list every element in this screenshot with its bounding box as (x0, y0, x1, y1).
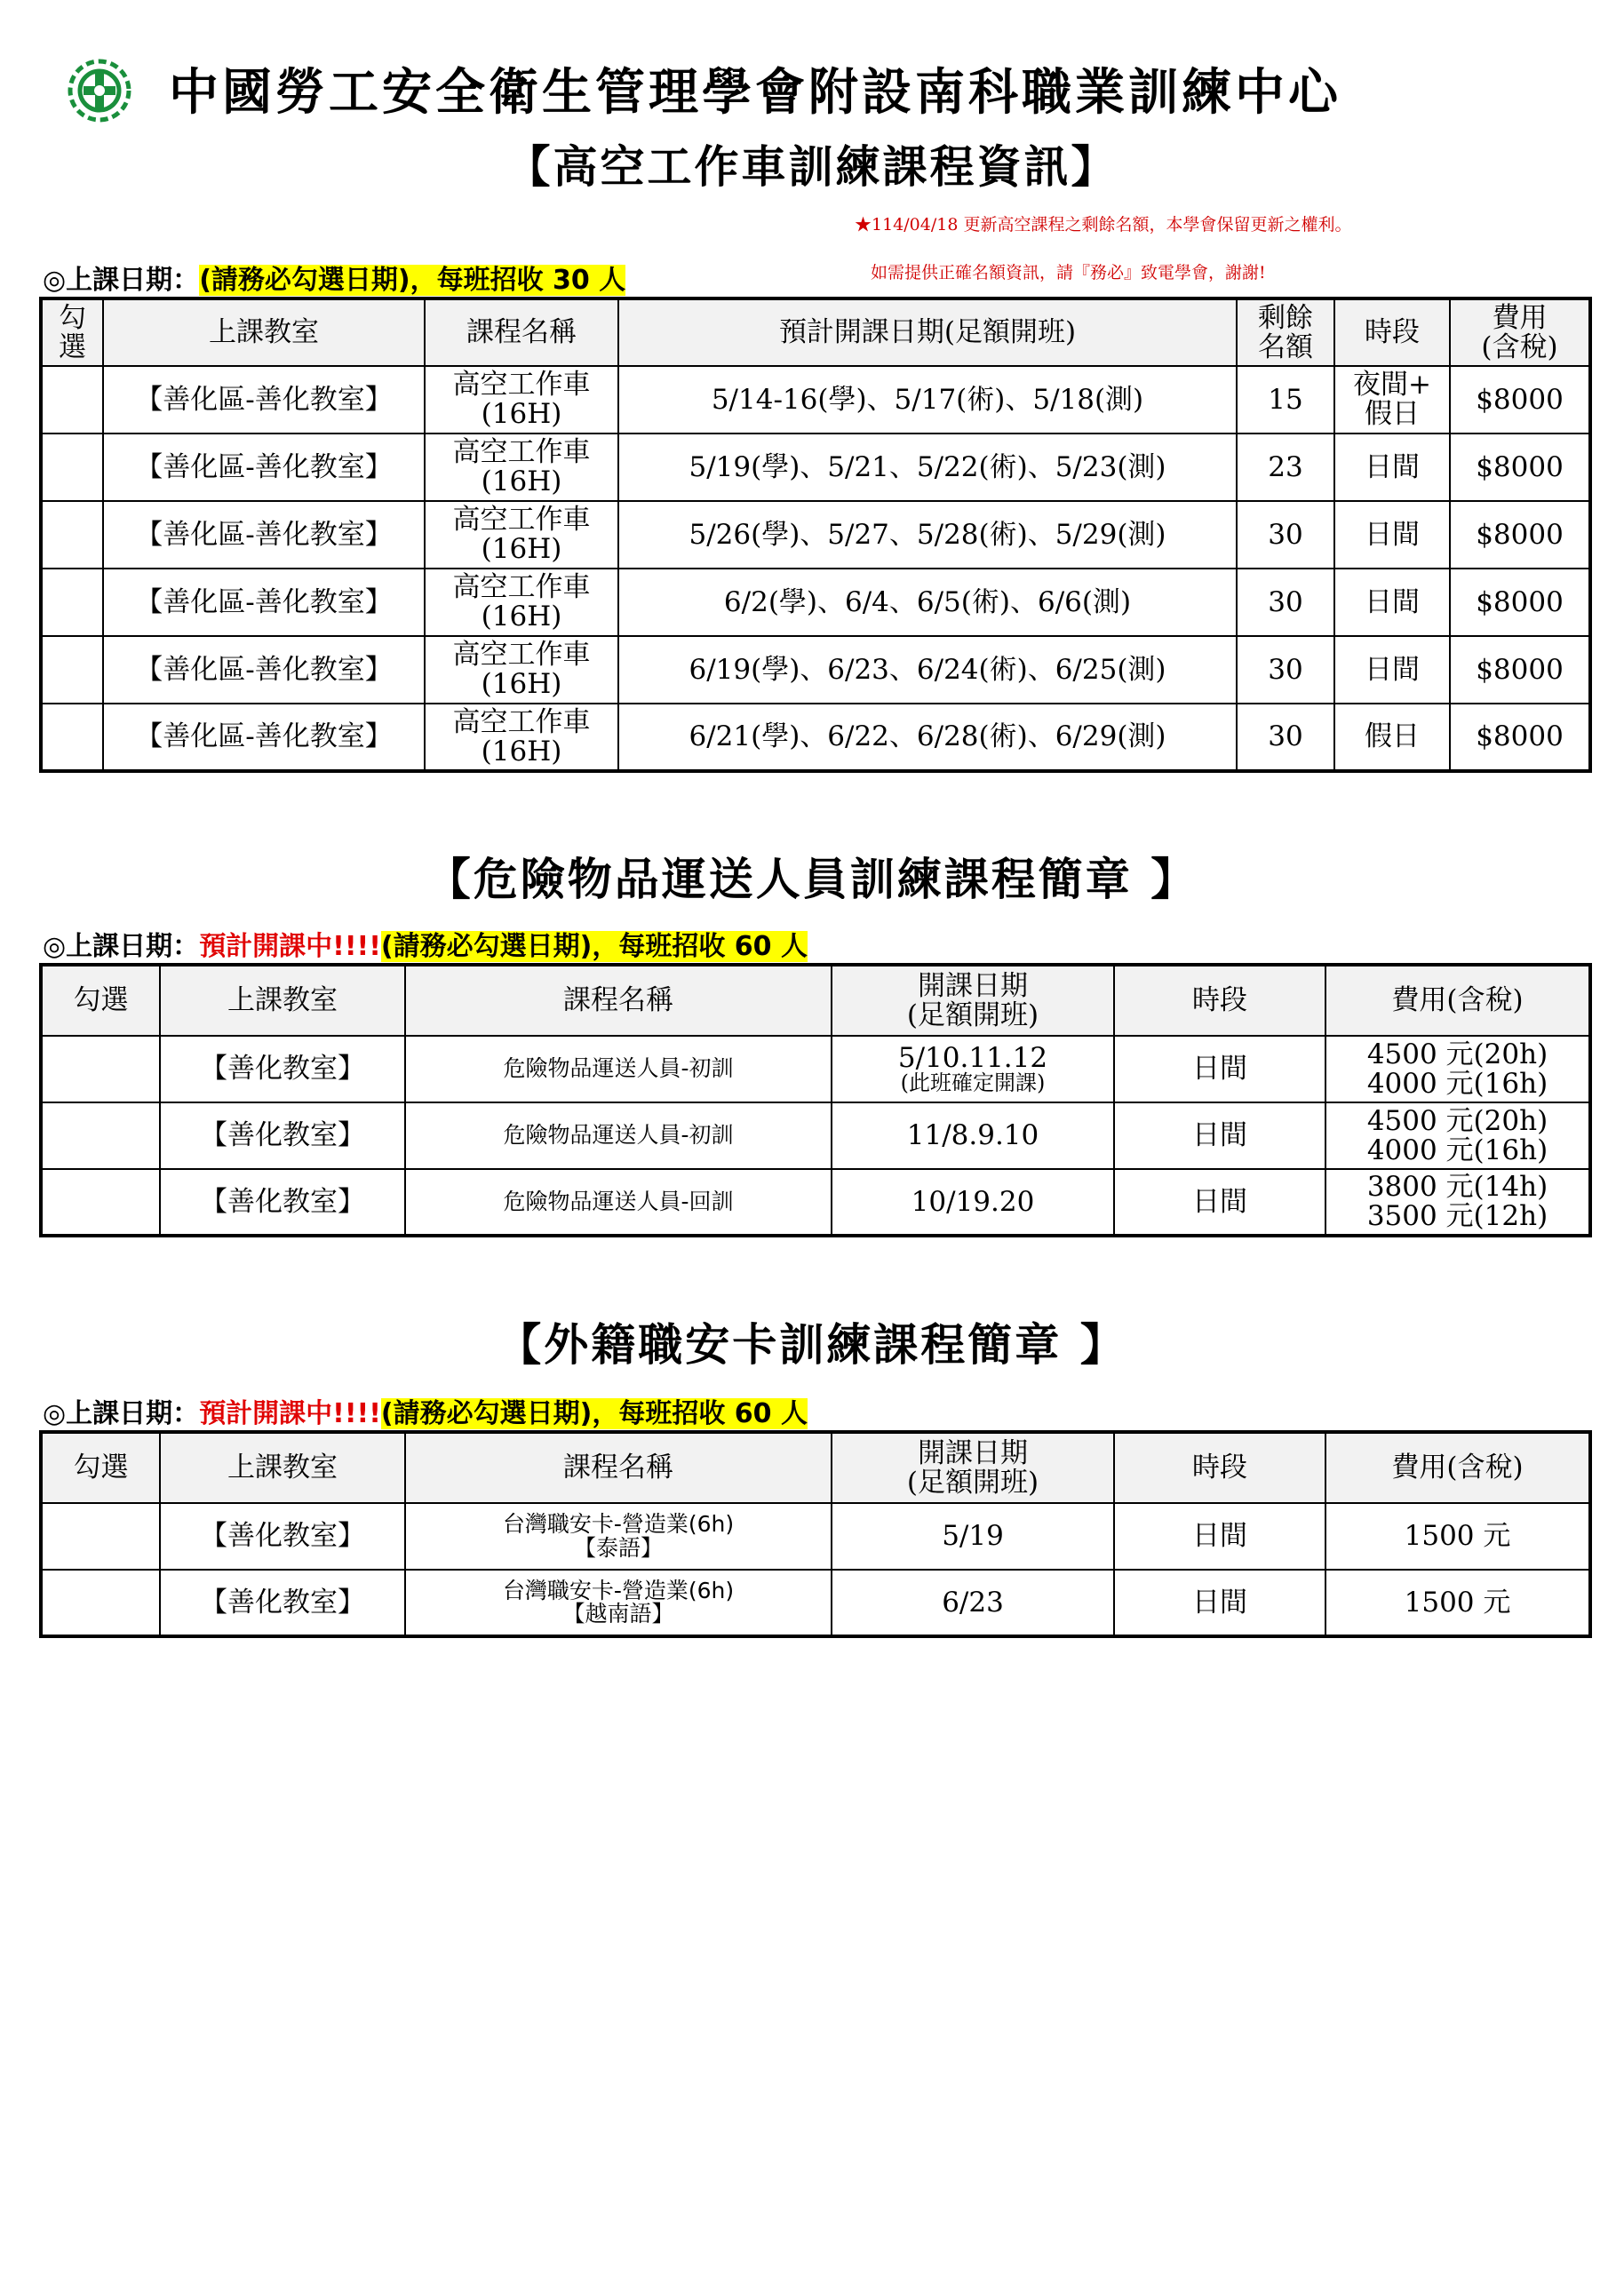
organization-title: 中國勞工安全衛生管理學會附設南科職業訓練中心 (169, 64, 1341, 122)
table-row (41, 501, 1590, 569)
select-checkbox-cell[interactable] (41, 366, 103, 434)
table-row (41, 1102, 1590, 1169)
dates-cell: 6/23 (832, 1570, 1114, 1636)
select-checkbox-cell[interactable] (41, 1102, 160, 1169)
class-highlight-note: (請務必勾選日期)，每班招收 60 人 (380, 931, 808, 962)
aerial-work-vehicle-schedule-table (39, 297, 1592, 773)
session-cell: 日間 (1114, 1570, 1325, 1636)
fee-cell: 4500 元(20h) 4000 元(16h) (1325, 1036, 1590, 1102)
dangerous-goods-schedule-table (39, 963, 1592, 1237)
session-cell: 日間 (1114, 1036, 1325, 1102)
remaining-cell: 30 (1237, 636, 1334, 704)
class-status-note: 預計開課中!!!! (199, 931, 381, 962)
table-row (41, 1036, 1590, 1102)
contact-note: 如需提供正確名額資訊，請『務必』致電學會，謝謝! (871, 263, 1266, 282)
table-row (41, 1503, 1590, 1570)
dates-cell: 6/19(學)、6/23、6/24(術)、6/25(測) (618, 636, 1237, 704)
header-course: 課程名稱 (425, 298, 618, 366)
classroom-cell: 【善化教室】 (160, 1102, 405, 1169)
fee-cell: $8000 (1450, 434, 1590, 501)
course-cell: 高空工作車 (16H) (425, 569, 618, 636)
course-cell: 高空工作車 (16H) (425, 704, 618, 771)
session-cell: 日間 (1334, 434, 1450, 501)
remaining-cell: 30 (1237, 569, 1334, 636)
class-highlight-note: (請務必勾選日期)，每班招收 60 人 (380, 1398, 808, 1429)
session-cell: 夜間+ 假日 (1334, 366, 1450, 434)
course-cell: 高空工作車 (16H) (425, 366, 618, 434)
session-cell: 日間 (1334, 501, 1450, 569)
select-checkbox-cell[interactable] (41, 1169, 160, 1236)
dates-cell: 6/21(學)、6/22、6/28(術)、6/29(測) (618, 704, 1237, 771)
dates-cell: 5/10.11.12 (此班確定開課) (832, 1036, 1114, 1102)
select-checkbox-cell[interactable] (41, 569, 103, 636)
header-session: 時段 (1114, 965, 1325, 1036)
section2-class-line (43, 924, 808, 963)
remaining-cell: 23 (1237, 434, 1334, 501)
course-cell: 高空工作車 (16H) (425, 636, 618, 704)
class-status-note: 預計開課中!!!! (199, 1398, 381, 1429)
class-date-label: ◎上課日期： (43, 931, 200, 962)
session-cell: 日間 (1114, 1102, 1325, 1169)
header-course: 課程名稱 (405, 1432, 832, 1503)
table-row (41, 636, 1590, 704)
table-row (41, 366, 1590, 434)
fee-cell: $8000 (1450, 366, 1590, 434)
dates-cell: 5/26(學)、5/27、5/28(術)、5/29(測) (618, 501, 1237, 569)
classroom-cell: 【善化教室】 (160, 1036, 405, 1102)
select-checkbox-cell[interactable] (41, 434, 103, 501)
classroom-cell: 【善化區-善化教室】 (103, 636, 425, 704)
class-highlight-note: (請務必勾選日期)，每班招收 30 人 (199, 265, 626, 296)
remaining-cell: 30 (1237, 704, 1334, 771)
dates-cell: 5/19(學)、5/21、5/22(術)、5/23(測) (618, 434, 1237, 501)
select-checkbox-cell[interactable] (41, 1036, 160, 1102)
course-cell: 高空工作車 (16H) (425, 434, 618, 501)
dates-cell: 10/19.20 (832, 1169, 1114, 1236)
header-fee: 費用(含稅) (1325, 1432, 1590, 1503)
class-date-label: ◎上課日期： (43, 1398, 200, 1429)
select-checkbox-cell[interactable] (41, 636, 103, 704)
section1-title: 【高空工作車訓練課程資訊】 (506, 141, 1118, 193)
fee-cell: 3800 元(14h) 3500 元(12h) (1325, 1169, 1590, 1236)
section1-class-line (43, 258, 625, 297)
classroom-cell: 【善化教室】 (160, 1169, 405, 1236)
classroom-cell: 【善化區-善化教室】 (103, 501, 425, 569)
foreign-safety-card-schedule-table (39, 1430, 1592, 1638)
classroom-cell: 【善化區-善化教室】 (103, 434, 425, 501)
organization-logo (68, 59, 131, 123)
header-session: 時段 (1114, 1432, 1325, 1503)
select-checkbox-cell[interactable] (41, 704, 103, 771)
class-date-label: ◎上課日期： (43, 265, 200, 296)
table-row (41, 569, 1590, 636)
session-cell: 日間 (1334, 636, 1450, 704)
header-fee: 費用(含稅) (1325, 965, 1590, 1036)
dates-cell: 5/19 (832, 1503, 1114, 1570)
header-dates: 開課日期 (足額開班) (832, 1432, 1114, 1503)
header-classroom: 上課教室 (160, 1432, 405, 1503)
course-cell: 危險物品運送人員-初訓 (405, 1036, 832, 1102)
course-cell: 台灣職安卡-營造業(6h) 【泰語】 (405, 1503, 832, 1570)
header-classroom: 上課教室 (160, 965, 405, 1036)
table-row (41, 1570, 1590, 1636)
update-note: ★114/04/18 更新高空課程之剩餘名額，本學會保留更新之權利。 (855, 215, 1352, 235)
course-cell: 台灣職安卡-營造業(6h) 【越南語】 (405, 1570, 832, 1636)
header-dates: 開課日期 (足額開班) (832, 965, 1114, 1036)
dates-cell: 5/14-16(學)、5/17(術)、5/18(測) (618, 366, 1237, 434)
header-session: 時段 (1334, 298, 1450, 366)
fee-cell: 1500 元 (1325, 1570, 1590, 1636)
select-checkbox-cell[interactable] (41, 1503, 160, 1570)
fee-cell: $8000 (1450, 569, 1590, 636)
session-cell: 日間 (1114, 1169, 1325, 1236)
header-fee: 費用 (含稅) (1450, 298, 1590, 366)
header-select: 勾選 (41, 965, 160, 1036)
table-row (41, 704, 1590, 771)
header-classroom: 上課教室 (103, 298, 425, 366)
table-row (41, 434, 1590, 501)
section2-title: 【危險物品運送人員訓練課程簡章 】 (426, 854, 1198, 905)
header-course: 課程名稱 (405, 965, 832, 1036)
table-row (41, 1169, 1590, 1236)
table-header-row (41, 298, 1590, 366)
select-checkbox-cell[interactable] (41, 1570, 160, 1636)
section3-title: 【外籍職安卡訓練課程簡章 】 (497, 1319, 1127, 1371)
select-checkbox-cell[interactable] (41, 501, 103, 569)
table-header-row (41, 965, 1590, 1036)
fee-cell: 1500 元 (1325, 1503, 1590, 1570)
table-header-row (41, 1432, 1590, 1503)
remaining-cell: 15 (1237, 366, 1334, 434)
session-cell: 假日 (1334, 704, 1450, 771)
header-dates: 預計開課日期(足額開班) (618, 298, 1237, 366)
session-cell: 日間 (1334, 569, 1450, 636)
fee-cell: $8000 (1450, 704, 1590, 771)
session-cell: 日間 (1114, 1503, 1325, 1570)
fee-cell: $8000 (1450, 501, 1590, 569)
classroom-cell: 【善化教室】 (160, 1570, 405, 1636)
course-cell: 危險物品運送人員-回訓 (405, 1169, 832, 1236)
header-remaining: 剩餘 名額 (1237, 298, 1334, 366)
dates-cell: 11/8.9.10 (832, 1102, 1114, 1169)
dates-cell: 6/2(學)、6/4、6/5(術)、6/6(測) (618, 569, 1237, 636)
fee-cell: $8000 (1450, 636, 1590, 704)
classroom-cell: 【善化區-善化教室】 (103, 366, 425, 434)
classroom-cell: 【善化區-善化教室】 (103, 569, 425, 636)
section3-class-line (43, 1391, 808, 1430)
fee-cell: 4500 元(20h) 4000 元(16h) (1325, 1102, 1590, 1169)
classroom-cell: 【善化區-善化教室】 (103, 704, 425, 771)
course-cell: 危險物品運送人員-初訓 (405, 1102, 832, 1169)
course-cell: 高空工作車 (16H) (425, 501, 618, 569)
header-select: 勾選 (41, 1432, 160, 1503)
remaining-cell: 30 (1237, 501, 1334, 569)
classroom-cell: 【善化教室】 (160, 1503, 405, 1570)
header-select: 勾 選 (41, 298, 103, 366)
